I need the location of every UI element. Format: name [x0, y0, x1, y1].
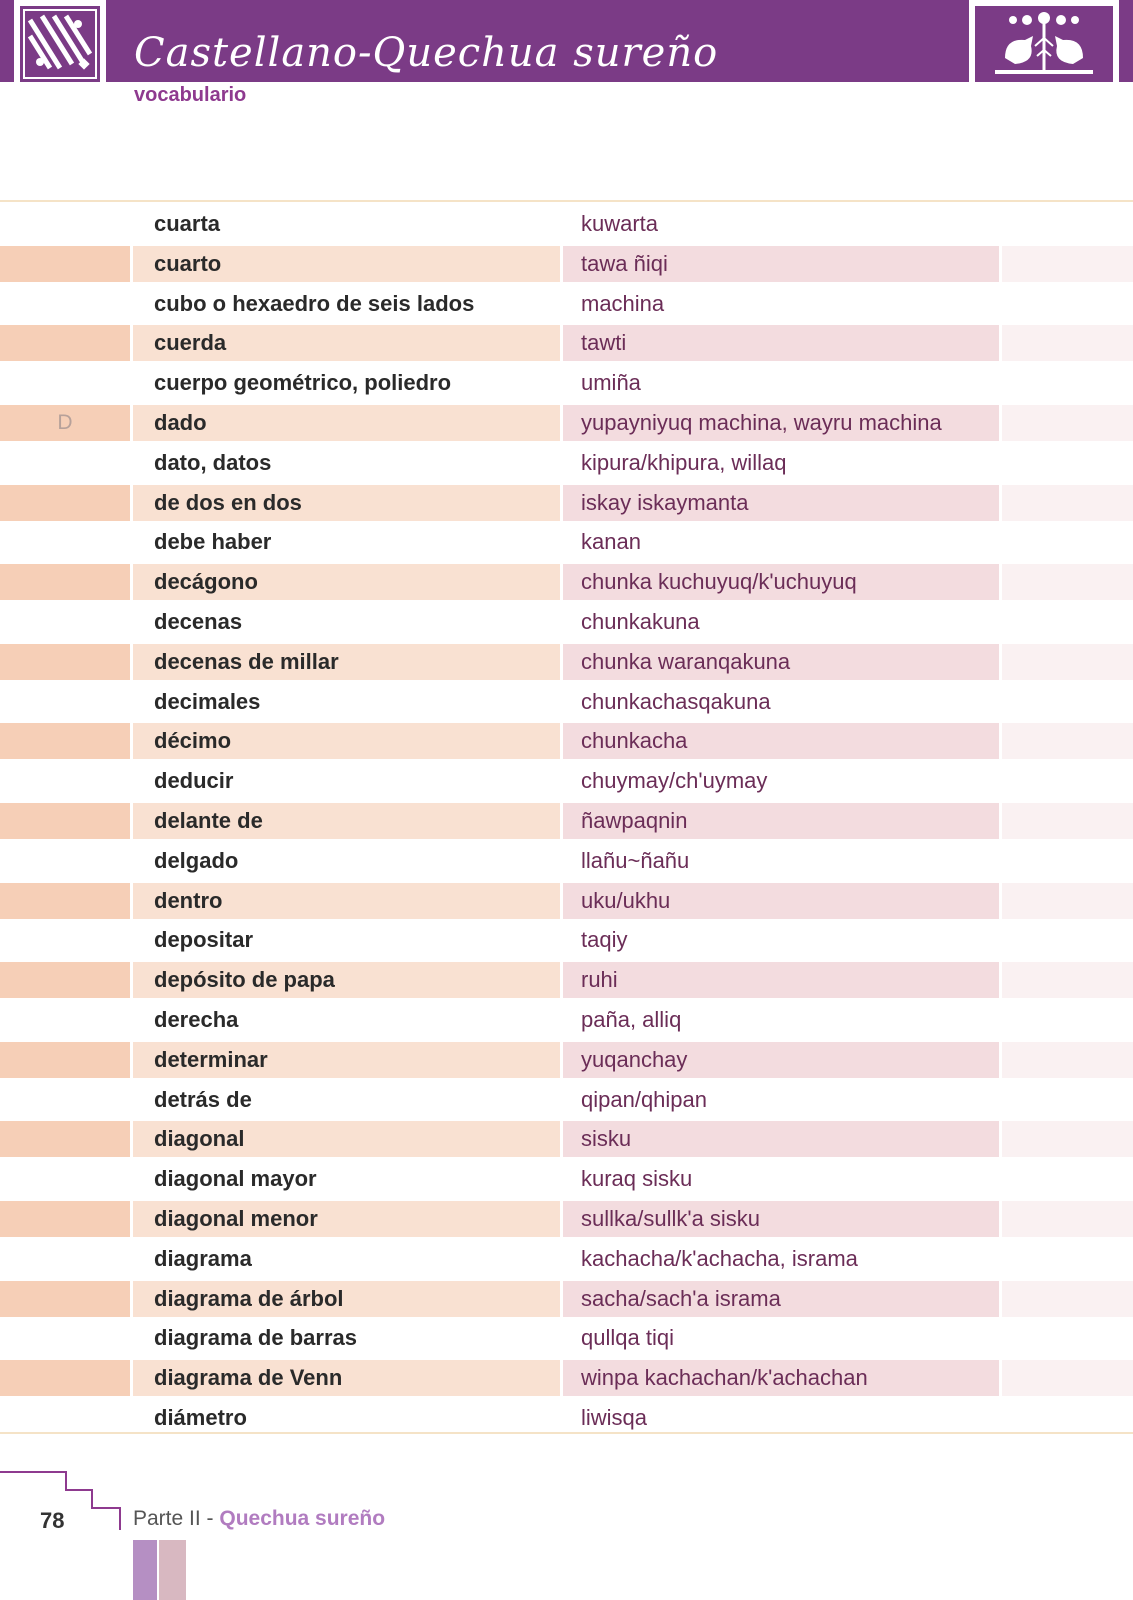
spanish-term: diagonal menor — [154, 1205, 318, 1231]
quechua-term: kuwarta — [581, 211, 659, 236]
table-row — [0, 1040, 1133, 1080]
spanish-term: decenas — [154, 608, 243, 634]
letter-marker — [0, 286, 130, 322]
table-row — [0, 1199, 1133, 1239]
quechua-term: chuymay/ch'uymay — [581, 768, 768, 794]
table-row — [0, 284, 1133, 324]
letter-marker — [0, 644, 130, 680]
section-subtitle: vocabulario — [134, 84, 247, 106]
footer-step-line — [0, 1470, 140, 1530]
table-row — [0, 443, 1133, 483]
spanish-term: depositar — [154, 927, 254, 953]
footer-tab-decoration — [133, 1540, 157, 1600]
letter-marker — [0, 1400, 130, 1436]
letter-marker: D — [57, 410, 73, 434]
letter-marker — [0, 1360, 130, 1396]
spanish-term: debe haber — [154, 529, 272, 555]
table-row — [0, 1358, 1133, 1398]
quechua-term: winpa kachachan/k'achachan — [581, 1365, 868, 1391]
letter-marker — [0, 485, 130, 521]
letter-marker — [0, 445, 130, 481]
table-row — [0, 1318, 1133, 1358]
table-row — [0, 483, 1133, 523]
quechua-term: tawti — [581, 330, 627, 356]
footer-part-title: Quechua sureño — [219, 1507, 386, 1530]
table-row — [0, 642, 1133, 682]
quechua-term: paña, alliq — [581, 1006, 682, 1032]
page-title: Castellano-Quechua sureño — [134, 30, 719, 76]
quechua-term: chunka kuchuyuq/k'uchuyuq — [581, 569, 857, 595]
letter-marker — [0, 962, 130, 998]
table-row — [0, 363, 1133, 403]
table-row — [0, 562, 1133, 602]
spanish-term: cuarta — [154, 211, 221, 236]
letter-marker — [0, 1121, 130, 1157]
table-row — [0, 1239, 1133, 1279]
spanish-term: deducir — [154, 768, 234, 794]
letter-marker — [0, 1241, 130, 1277]
letter-marker — [0, 1042, 130, 1078]
letter-marker — [0, 684, 130, 720]
spanish-term: derecha — [154, 1006, 239, 1032]
letter-marker — [0, 604, 130, 640]
letter-marker — [0, 843, 130, 879]
spanish-term: diagonal mayor — [154, 1166, 317, 1192]
letter-marker — [0, 1082, 130, 1118]
table-row — [0, 801, 1133, 841]
quechua-term: kanan — [581, 529, 641, 555]
table-row — [0, 204, 1133, 244]
spanish-term: cuerpo geométrico, poliedro — [154, 370, 452, 396]
table-row — [0, 881, 1133, 921]
quechua-term: tawa ñiqi — [581, 250, 668, 276]
footer-tab-decoration — [159, 1540, 186, 1600]
quechua-term: ruhi — [581, 967, 618, 993]
quechua-term: sisku — [581, 1126, 632, 1152]
spanish-term: delgado — [154, 847, 239, 873]
quechua-term: uku/ukhu — [581, 887, 671, 913]
table-top-rule — [0, 200, 1133, 202]
quechua-term: ñawpaqnin — [581, 807, 688, 833]
spanish-term: dentro — [154, 887, 223, 913]
letter-marker — [0, 1281, 130, 1317]
letter-marker — [0, 763, 130, 799]
table-row — [0, 602, 1133, 642]
table-row — [0, 1279, 1133, 1319]
spanish-term: diagonal — [154, 1126, 245, 1152]
spanish-term: decenas de millar — [154, 648, 339, 674]
spanish-term: detrás de — [154, 1086, 252, 1112]
table-row — [0, 960, 1133, 1000]
birds-tree-motif-icon — [969, 0, 1119, 82]
page-number: 78 — [40, 1508, 65, 1533]
spanish-term: delante de — [154, 807, 263, 833]
table-row — [0, 920, 1133, 960]
spanish-term: determinar — [154, 1046, 268, 1072]
table-row — [0, 841, 1133, 881]
quechua-term: chunkakuna — [581, 608, 700, 634]
quechua-term: sacha/sach'a israma — [581, 1285, 781, 1311]
letter-marker — [0, 723, 130, 759]
letter-marker — [0, 564, 130, 600]
letter-marker — [0, 1002, 130, 1038]
geometric-pattern-icon — [14, 0, 106, 82]
letter-marker — [0, 365, 130, 401]
letter-marker — [0, 246, 130, 282]
quechua-term: chunkacha — [581, 728, 688, 754]
spanish-term: cubo o hexaedro de seis lados — [154, 290, 475, 316]
spanish-term: diagrama de barras — [154, 1325, 357, 1351]
spanish-term: de dos en dos — [154, 489, 302, 515]
spanish-term: cuerda — [154, 330, 227, 356]
spanish-term: decágono — [154, 569, 258, 595]
quechua-term: qullqa tiqi — [581, 1325, 674, 1351]
spanish-term: diagrama de Venn — [154, 1365, 343, 1391]
table-row — [0, 323, 1133, 363]
letter-marker — [0, 524, 130, 560]
letter-marker — [0, 1161, 130, 1197]
spanish-term: cuarto — [154, 250, 222, 276]
quechua-term: chunkachasqakuna — [581, 688, 771, 714]
table-row — [0, 761, 1133, 801]
letter-marker — [0, 325, 130, 361]
quechua-term: llañu~ñañu — [581, 847, 690, 873]
quechua-term: kachacha/k'achacha, israma — [581, 1245, 858, 1271]
table-row — [0, 1119, 1133, 1159]
quechua-term: qipan/qhipan — [581, 1086, 708, 1112]
vocabulary-table — [0, 204, 1133, 1438]
quechua-term: umiña — [581, 370, 641, 396]
spanish-term: depósito de papa — [154, 967, 335, 993]
letter-marker — [0, 803, 130, 839]
quechua-term: chunka waranqakuna — [581, 648, 791, 674]
spanish-term: decimales — [154, 688, 261, 714]
footer-part-label — [133, 1507, 385, 1531]
letter-marker — [0, 922, 130, 958]
table-row — [0, 1000, 1133, 1040]
table-row — [0, 721, 1133, 761]
table-row — [0, 682, 1133, 722]
letter-marker — [0, 1201, 130, 1237]
quechua-term: iskay iskaymanta — [581, 489, 749, 515]
spanish-term: dado — [154, 409, 207, 435]
table-row — [0, 1398, 1133, 1438]
quechua-term: kipura/khipura, willaq — [581, 449, 787, 475]
spanish-term: décimo — [154, 728, 232, 754]
letter-marker — [0, 883, 130, 919]
table-row — [0, 1159, 1133, 1199]
table-row — [0, 522, 1133, 562]
spanish-term: dato, datos — [154, 449, 272, 475]
quechua-term: kuraq sisku — [581, 1166, 693, 1192]
footer-part-prefix: Parte II - — [133, 1507, 220, 1530]
table-row — [0, 403, 1133, 443]
spanish-term: diagrama de árbol — [154, 1285, 344, 1311]
letter-marker — [0, 206, 130, 242]
spanish-term: diámetro — [154, 1404, 247, 1430]
quechua-term: machina — [581, 290, 665, 316]
table-row — [0, 244, 1133, 284]
quechua-term: yupayniyuq machina, wayru machina — [581, 409, 942, 435]
quechua-term: liwisqa — [581, 1404, 648, 1430]
letter-marker — [0, 1320, 130, 1356]
spanish-term: diagrama — [154, 1245, 252, 1271]
quechua-term: sullka/sullk'a sisku — [581, 1205, 761, 1231]
table-row — [0, 1080, 1133, 1120]
quechua-term: taqiy — [581, 927, 628, 953]
quechua-term: yuqanchay — [581, 1046, 688, 1072]
